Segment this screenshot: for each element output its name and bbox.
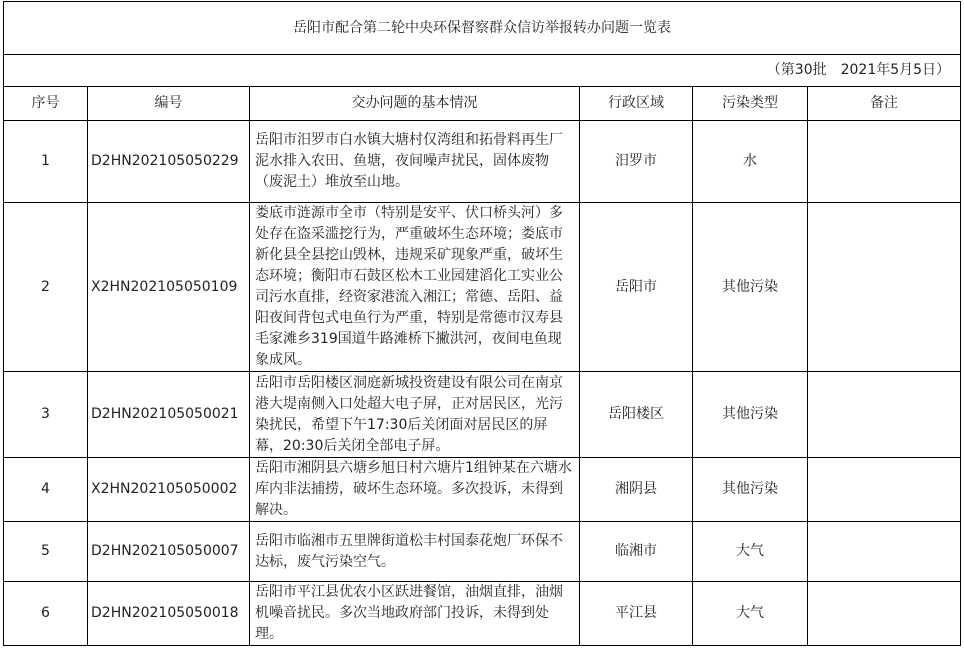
row-remark bbox=[808, 522, 961, 582]
row-code: X2HN202105050002 bbox=[88, 458, 250, 522]
row-code: D2HN202105050007 bbox=[88, 522, 250, 582]
header-pollution: 污染类型 bbox=[693, 87, 808, 121]
row-remark bbox=[808, 582, 961, 646]
row-remark bbox=[808, 203, 961, 372]
table-row bbox=[4, 458, 961, 522]
row-code: X2HN202105050109 bbox=[88, 203, 250, 372]
row-seq: 1 bbox=[4, 121, 88, 203]
row-seq: 6 bbox=[4, 582, 88, 646]
row-pollution: 水 bbox=[693, 121, 808, 203]
row-code: D2HN202105050018 bbox=[88, 582, 250, 646]
table-row bbox=[4, 121, 961, 203]
row-region: 平江县 bbox=[580, 582, 693, 646]
row-region: 汨罗市 bbox=[580, 121, 693, 203]
row-code: D2HN202105050229 bbox=[88, 121, 250, 203]
table-row bbox=[4, 203, 961, 372]
table-title: 岳阳市配合第二轮中央环保督察群众信访举报转办问题一览表 bbox=[4, 2, 961, 55]
row-pollution: 其他污染 bbox=[693, 203, 808, 372]
table-row bbox=[4, 582, 961, 646]
row-pollution: 大气 bbox=[693, 582, 808, 646]
row-seq: 3 bbox=[4, 372, 88, 458]
header-region: 行政区域 bbox=[580, 87, 693, 121]
batch-info: （第30批 2021年5月5日） bbox=[4, 55, 961, 87]
header-desc: 交办问题的基本情况 bbox=[250, 87, 580, 121]
table-row bbox=[4, 372, 961, 458]
header-code: 编号 bbox=[88, 87, 250, 121]
row-code: D2HN202105050021 bbox=[88, 372, 250, 458]
header-row bbox=[4, 87, 961, 121]
table-row bbox=[4, 522, 961, 582]
row-desc: 岳阳市临湘市五里牌街道松丰村国泰花炮厂环保不达标，废气污染空气。 bbox=[250, 522, 580, 582]
header-remark: 备注 bbox=[808, 87, 961, 121]
row-desc: 岳阳市汨罗市白水镇大塘村仅湾组和拓骨料再生厂泥水排入农田、鱼塘，夜间噪声扰民，固体废物（废泥土）堆放至山地。 bbox=[250, 121, 580, 203]
header-seq: 序号 bbox=[4, 87, 88, 121]
row-remark bbox=[808, 372, 961, 458]
row-region: 岳阳市 bbox=[580, 203, 693, 372]
row-seq: 2 bbox=[4, 203, 88, 372]
row-region: 湘阴县 bbox=[580, 458, 693, 522]
row-remark bbox=[808, 458, 961, 522]
row-desc: 岳阳市湘阴县六塘乡旭日村六塘片1组钟某在六塘水库内非法捕捞，破坏生态环境。多次投诉，未得到解决。 bbox=[250, 458, 580, 522]
row-seq: 4 bbox=[4, 458, 88, 522]
row-pollution: 其他污染 bbox=[693, 458, 808, 522]
row-region: 临湘市 bbox=[580, 522, 693, 582]
row-desc: 岳阳市平江县优农小区跃进餐馆，油烟直排，油烟机噪音扰民。多次当地政府部门投诉，未得到处理。 bbox=[250, 582, 580, 646]
row-region: 岳阳楼区 bbox=[580, 372, 693, 458]
complaint-table bbox=[3, 1, 961, 646]
row-desc: 娄底市涟源市全市（特别是安平、伏口桥头河）多处存在盗采滥挖行为，严重破坏生态环境；娄底市新化县全县挖山毁林，违规采矿现象严重，破坏生态环境；衡阳市石鼓区松木工业园建滔化工实业公司污水直排，经资家港流入湘江；常德、岳阳、益阳夜间背包式电鱼行为严重，特别是常德市汉寿县毛家滩乡319国道牛路滩桥下撇洪河，夜间电鱼现象成风。 bbox=[250, 203, 580, 372]
row-desc: 岳阳市岳阳楼区洞庭新城投资建设有限公司在南京港大堤南侧入口处超大电子屏，正对居民区，光污染扰民，希望下午17:30后关闭面对居民区的屏幕，20:30后关闭全部电子屏。 bbox=[250, 372, 580, 458]
row-pollution: 大气 bbox=[693, 522, 808, 582]
row-seq: 5 bbox=[4, 522, 88, 582]
row-remark bbox=[808, 121, 961, 203]
row-pollution: 其他污染 bbox=[693, 372, 808, 458]
